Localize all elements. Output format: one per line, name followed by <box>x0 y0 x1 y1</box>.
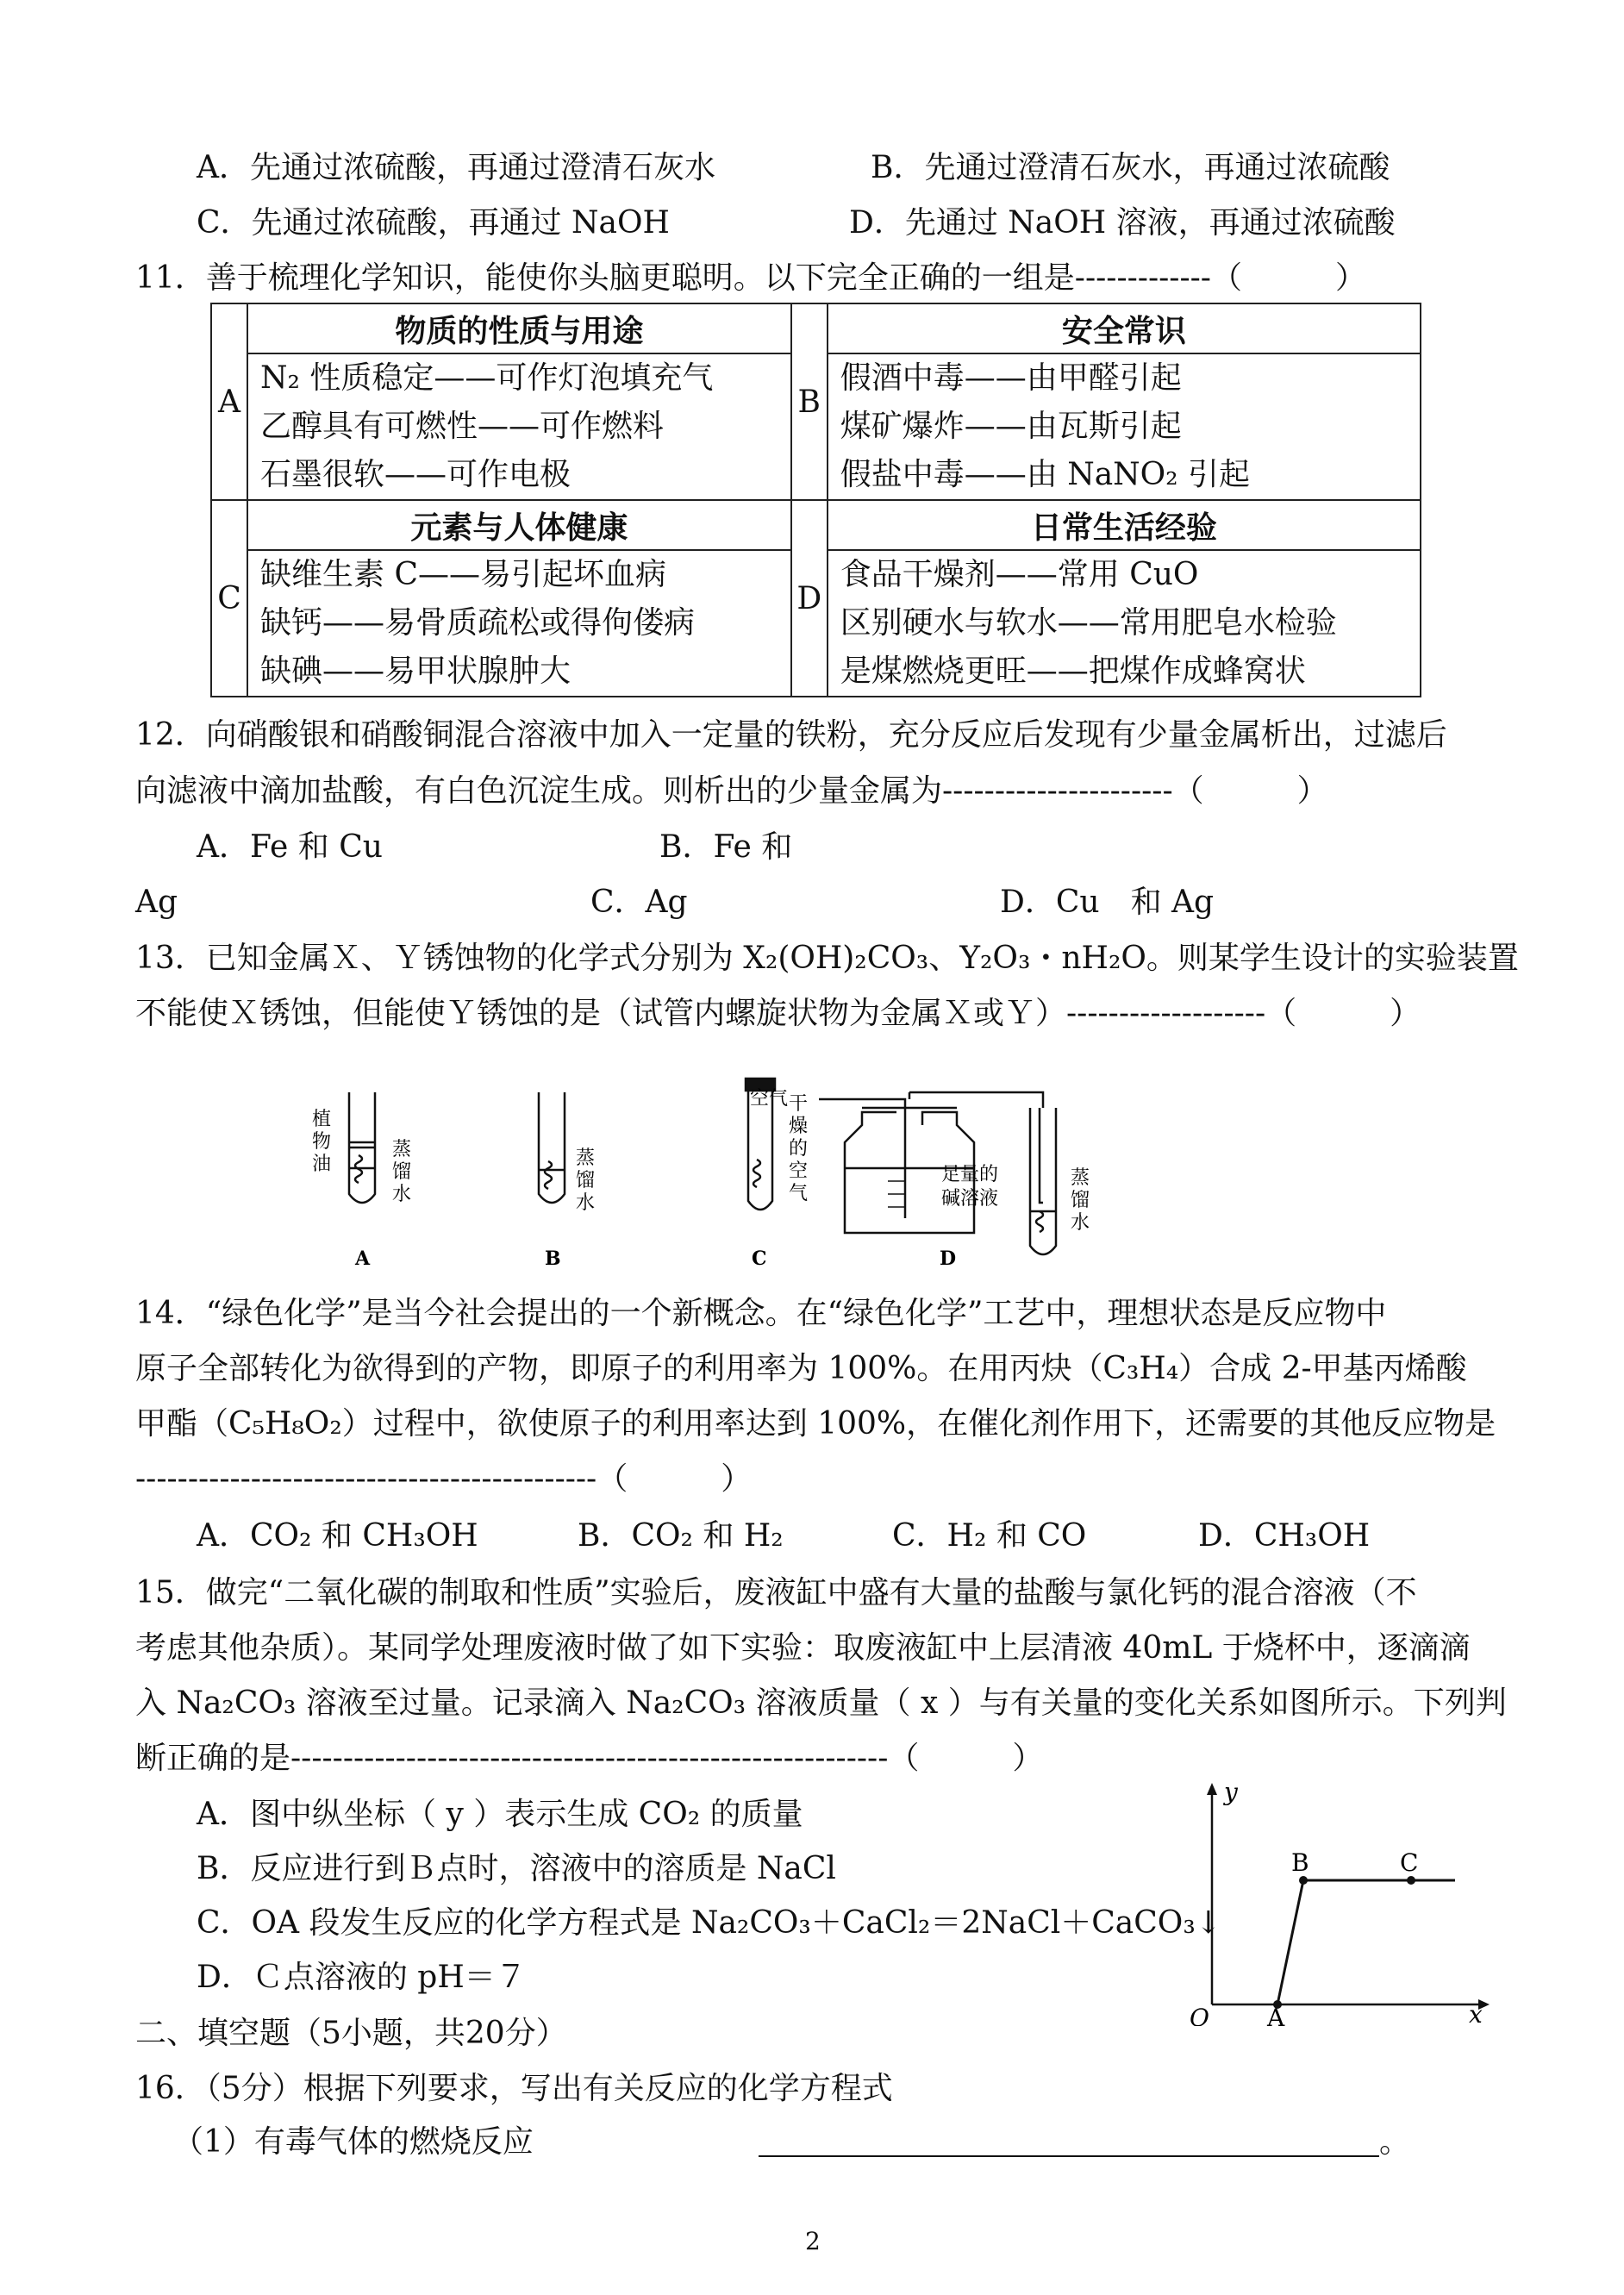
q15-line2: 考虑其他杂质）。某同学处理废液时做了如下实验：取废液缸中上层清液 40mL 于烧杯中，逐滴滴 <box>135 1630 1471 1666</box>
q11-d-line3: 是煤燃烧更旺——把煤作成蜂窝状 <box>840 653 1306 689</box>
q14-line3: 甲酯（C₅H₈O₂）过程中，欲使原子的利用率达到 100%，在催化剂作用下，还需要的其他反应物是 <box>135 1406 1496 1441</box>
q16-sub1: （1）有毒气体的燃烧反应 <box>172 2124 534 2160</box>
q11-b-line1: 假酒中毒——由甲醛引起 <box>840 360 1182 396</box>
fig-a-oil-label: 植物油 <box>312 1109 332 1175</box>
q14-option-a: A．CO₂ 和 CH₃OH <box>197 1518 478 1554</box>
q11-b-line2: 煤矿爆炸——由瓦斯引起 <box>840 409 1182 444</box>
q11-head-a: 物质的性质与用途 <box>247 303 791 353</box>
q14-line4: --------------------------------------------（ ） <box>135 1461 753 1497</box>
fig-b-water-label: 蒸馏水 <box>576 1148 596 1214</box>
point-a-label: A <box>1267 2004 1285 2026</box>
point-c-label: C <box>1400 1848 1419 1877</box>
q12-option-a: A．Fe 和 Cu <box>197 829 383 865</box>
q11-label-d: D <box>791 500 828 697</box>
q11-label-a: A <box>211 303 247 500</box>
y-axis-label: y <box>1224 1778 1238 1806</box>
q16-sub1-end: 。 <box>1379 2124 1411 2160</box>
fig-d-alkali-label-1: 足量的 <box>941 1164 999 1185</box>
graph-line <box>1277 1880 1455 2004</box>
fig-a-water-label: 蒸馏水 <box>392 1139 412 1205</box>
q16-line1: 16．（5分）根据下列要求，写出有关反应的化学方程式 <box>135 2071 893 2106</box>
q13-line1: 13．已知金属Ｘ、Ｙ锈蚀物的化学式分别为 X₂(OH)₂CO₃、Y₂O₃・nH₂O。则某学生设计的实验装置 <box>135 941 1519 976</box>
point-b <box>1299 1876 1308 1885</box>
q11-a-line3: 石墨很软——可作电极 <box>260 457 572 492</box>
q15-option-d: D．Ｃ点溶液的 pH＝７ <box>197 1960 527 1995</box>
q15-line1: 15．做完“二氧化碳的制取和性质”实验后，废液缸中盛有大量的盐酸与氯化钙的混合溶液（不 <box>135 1575 1417 1610</box>
apparatus-a <box>349 1092 375 1203</box>
q11-c-line1: 缺维生素 C——易引起坏血病 <box>260 557 666 592</box>
q15-option-b: B．反应进行到Ｂ点时，溶液中的溶质是 NaCl <box>197 1851 836 1886</box>
q13-apparatus-figure <box>302 1073 1233 1280</box>
q14-option-c: C．H₂ 和 CO <box>892 1518 1087 1554</box>
q12-option-d: D．Cu 和 Ag <box>1000 885 1215 920</box>
x-axis-label: x <box>1469 2000 1483 2026</box>
q11-head-b: 安全常识 <box>828 303 1421 353</box>
q11-body-c <box>247 550 791 697</box>
q12-option-c: C．Ag <box>590 885 688 920</box>
q10-option-c: C．先通过浓硫酸，再通过 NaOH <box>197 205 670 241</box>
q11-d-line1: 食品干燥剂——常用 CuO <box>840 557 1199 592</box>
apparatus-b <box>539 1092 565 1203</box>
q10-option-b: B．先通过澄清石灰水，再通过浓硫酸 <box>871 150 1390 185</box>
q11-c-line2: 缺钙——易骨质疏松或得佝偻病 <box>260 605 696 641</box>
q15-line4: 断正确的是---------------------------------------------------------（ ） <box>135 1741 1044 1776</box>
q16-answer-blank[interactable] <box>759 2155 1379 2157</box>
q11-label-c: C <box>211 500 247 697</box>
q12-option-b: B．Fe 和 <box>659 829 793 865</box>
point-b-label: B <box>1291 1848 1309 1877</box>
fig-d-water-label: 蒸馏水 <box>1071 1167 1090 1234</box>
section-2-heading: 二、填空题（5小题，共20分） <box>135 2016 567 2051</box>
q11-a-line1: N₂ 性质稳定——可作灯泡填充气 <box>260 360 714 396</box>
q11-label-b: B <box>791 303 828 500</box>
q11-c-line3: 缺碘——易甲状腺肿大 <box>260 653 572 689</box>
fig-d-caption: D <box>940 1248 957 1270</box>
q15-option-a: A．图中纵坐标（ y ）表示生成 CO₂ 的质量 <box>197 1797 803 1832</box>
q11-body-a <box>247 353 791 500</box>
q11-head-c: 元素与人体健康 <box>247 500 791 550</box>
fig-b-caption: B <box>545 1248 561 1270</box>
q10-option-a: A．先通过浓硫酸，再通过澄清石灰水 <box>197 150 715 185</box>
q11-head-d: 日常生活经验 <box>828 500 1421 550</box>
q14-line2: 原子全部转化为欲得到的产物，即原子的利用率为 100%。在用丙炔（C₃H₄）合成 2-甲基丙烯酸 <box>135 1351 1467 1386</box>
q15-option-c: C．OA 段发生反应的化学方程式是 Na₂CO₃＋CaCl₂＝2NaCl＋CaCO₃↓ <box>197 1905 1221 1941</box>
y-axis-arrow <box>1207 1783 1217 1795</box>
q11-body-b <box>828 353 1421 500</box>
q11-body-d <box>828 550 1421 697</box>
fig-d-air-label: 空气 <box>750 1088 789 1110</box>
q15-graph <box>1181 1776 1491 2026</box>
origin-label: O <box>1190 2004 1209 2026</box>
fig-c-air-label: 干燥的空气 <box>789 1093 809 1204</box>
q12-option-b-cont: Ag <box>135 885 178 920</box>
q12-line2: 向滤液中滴加盐酸，有白色沉淀生成。则析出的少量金属为----------------------（ ） <box>135 773 1328 809</box>
q11-stem: 11．善于梳理化学知识，能使你头脑更聪明。以下完全正确的一组是-------------（ ） <box>135 260 1366 296</box>
q11-d-line2: 区别硬水与软水——常用肥皂水检验 <box>840 605 1337 641</box>
q12-line1: 12．向硝酸银和硝酸铜混合溶液中加入一定量的铁粉，充分反应后发现有少量金属析出，过滤后 <box>135 717 1447 753</box>
q14-line1: 14．“绿色化学”是当今社会提出的一个新概念。在“绿色化学”工艺中，理想状态是反应物中 <box>135 1296 1387 1331</box>
q11-table <box>210 303 1421 697</box>
q10-option-d: D．先通过 NaOH 溶液，再通过浓硫酸 <box>849 205 1396 241</box>
q14-option-b: B．CO₂ 和 H₂ <box>578 1518 784 1554</box>
q14-option-d: D．CH₃OH <box>1198 1518 1371 1554</box>
q11-a-line2: 乙醇具有可燃性——可作燃料 <box>260 409 665 444</box>
apparatus-d <box>819 1092 1056 1254</box>
q13-line2: 不能使Ｘ锈蚀，但能使Ｙ锈蚀的是（试管内螺旋状物为金属Ｘ或Ｙ）-------------------（ ） <box>135 996 1421 1031</box>
page-number: 2 <box>805 2227 821 2255</box>
q15-line3: 入 Na₂CO₃ 溶液至过量。记录滴入 Na₂CO₃ 溶液质量（ x ）与有关量的变化关系如图所示。下列判 <box>135 1685 1507 1721</box>
q11-b-line3: 假盐中毒——由 NaNO₂ 引起 <box>840 457 1251 492</box>
fig-d-alkali-label-2: 碱溶液 <box>941 1188 999 1210</box>
fig-c-caption: C <box>752 1248 767 1270</box>
point-c <box>1407 1876 1415 1885</box>
fig-a-caption: A <box>355 1248 371 1270</box>
